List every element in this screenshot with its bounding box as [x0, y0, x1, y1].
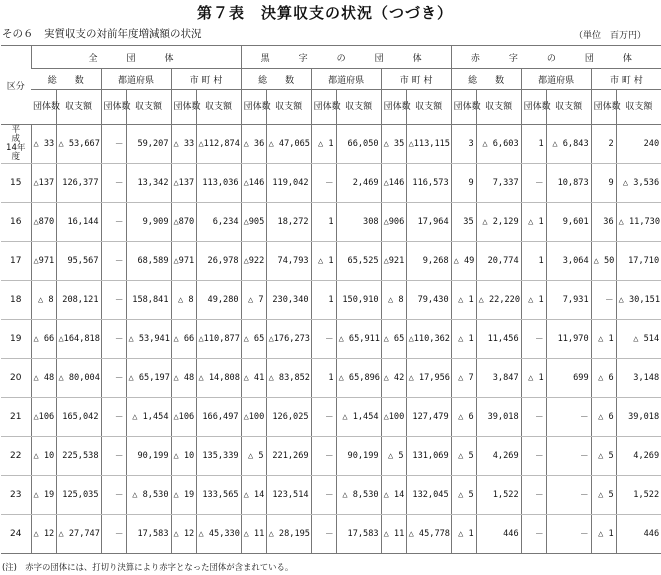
table-row	[1, 398, 661, 437]
cell-count: －	[591, 281, 616, 320]
row-year-label: 平 成 14年度	[1, 125, 31, 164]
cell-amount: －	[546, 398, 591, 437]
cell-count: △106	[31, 398, 56, 437]
cell-count: －	[521, 320, 546, 359]
cell-count: －	[311, 515, 336, 554]
cell-count: △ 35	[381, 125, 406, 164]
cell-amount: △176,273	[266, 320, 311, 359]
row-year-label: 15	[1, 164, 31, 203]
cell-amount: △ 65,911	[336, 320, 381, 359]
cell-count: －	[101, 437, 126, 476]
cell-amount: △164,818	[56, 320, 101, 359]
cell-amount: 116,573	[406, 164, 451, 203]
cell-amount: △ 30,151	[616, 281, 661, 320]
sub-header-prefecture: 都道府県	[521, 69, 591, 90]
table-header	[1, 46, 661, 125]
cell-amount: 20,774	[476, 242, 521, 281]
col-header-count: 団体数	[521, 90, 546, 125]
table-row	[1, 437, 661, 476]
cell-amount: △ 80,004	[56, 359, 101, 398]
settlement-balance-table	[1, 45, 661, 554]
cell-amount: 95,567	[56, 242, 101, 281]
cell-amount: 3,847	[476, 359, 521, 398]
sub-header-municipality: 市 町 村	[591, 69, 661, 90]
cell-count: △ 66	[171, 320, 196, 359]
cell-count: △146	[381, 164, 406, 203]
cell-count: △137	[31, 164, 56, 203]
cell-amount: 66,050	[336, 125, 381, 164]
cell-amount: 6,234	[196, 203, 241, 242]
cell-amount: 446	[476, 515, 521, 554]
cell-amount: 166,497	[196, 398, 241, 437]
row-year-label: 17	[1, 242, 31, 281]
cell-count: －	[101, 242, 126, 281]
cell-amount: 225,538	[56, 437, 101, 476]
cell-amount: △ 17,956	[406, 359, 451, 398]
cell-count: －	[101, 515, 126, 554]
cell-count: －	[521, 164, 546, 203]
cell-count: 3	[451, 125, 476, 164]
cell-count: △ 1	[311, 242, 336, 281]
cell-count: △146	[241, 164, 266, 203]
cell-count: △906	[381, 203, 406, 242]
sub-header-prefecture: 都道府県	[311, 69, 381, 90]
col-header-amount: 収支額	[336, 90, 381, 125]
cell-count: 1	[311, 359, 336, 398]
cell-count: △ 1	[311, 125, 336, 164]
cell-amount: 65,525	[336, 242, 381, 281]
cell-count: －	[101, 398, 126, 437]
cell-amount: 39,018	[476, 398, 521, 437]
cell-count: －	[521, 437, 546, 476]
cell-amount: △ 65,896	[336, 359, 381, 398]
cell-count: △ 1	[591, 515, 616, 554]
cell-count: △ 10	[171, 437, 196, 476]
cell-amount: △ 8,530	[126, 476, 171, 515]
cell-count: △ 19	[171, 476, 196, 515]
cell-count: △ 11	[241, 515, 266, 554]
row-year-label: 16	[1, 203, 31, 242]
cell-amount: 16,144	[56, 203, 101, 242]
cell-amount: 9,268	[406, 242, 451, 281]
cell-count: △922	[241, 242, 266, 281]
cell-amount: 133,565	[196, 476, 241, 515]
table-row	[1, 320, 661, 359]
cell-amount: 113,036	[196, 164, 241, 203]
cell-count: △ 65	[241, 320, 266, 359]
cell-amount: 208,121	[56, 281, 101, 320]
cell-count: △ 8	[171, 281, 196, 320]
cell-amount: 126,377	[56, 164, 101, 203]
cell-amount: 49,280	[196, 281, 241, 320]
cell-count: △ 12	[171, 515, 196, 554]
cell-amount: 9,909	[126, 203, 171, 242]
cell-count: △ 49	[451, 242, 476, 281]
cell-amount: 17,583	[336, 515, 381, 554]
page-title: 第７表 決算収支の状況（つづき）	[196, 4, 453, 22]
cell-amount: △ 6,603	[476, 125, 521, 164]
cell-count: △ 7	[241, 281, 266, 320]
cell-count: 9	[451, 164, 476, 203]
cell-amount: 18,272	[266, 203, 311, 242]
row-year-label: 24	[1, 515, 31, 554]
table-row	[1, 281, 661, 320]
cell-amount: 125,035	[56, 476, 101, 515]
cell-amount: 68,589	[126, 242, 171, 281]
cell-count: －	[311, 476, 336, 515]
cell-count: △971	[31, 242, 56, 281]
cell-amount: 59,207	[126, 125, 171, 164]
cell-count: △ 33	[171, 125, 196, 164]
col-header-count: 団体数	[101, 90, 126, 125]
cell-amount: 90,199	[336, 437, 381, 476]
cell-count: △ 6	[591, 398, 616, 437]
cell-count: △ 5	[591, 476, 616, 515]
cell-amount: △ 83,852	[266, 359, 311, 398]
cell-amount: △ 45,330	[196, 515, 241, 554]
col-header-count: 団体数	[171, 90, 196, 125]
cell-amount: 221,269	[266, 437, 311, 476]
cell-count: △870	[31, 203, 56, 242]
cell-count: △ 66	[31, 320, 56, 359]
cell-count: △ 50	[591, 242, 616, 281]
cell-amount: 17,710	[616, 242, 661, 281]
cell-amount: △ 53,941	[126, 320, 171, 359]
cell-amount: 4,269	[616, 437, 661, 476]
row-year-label: 19	[1, 320, 31, 359]
cell-amount: 123,514	[266, 476, 311, 515]
cell-amount: 699	[546, 359, 591, 398]
cell-amount: △ 11,730	[616, 203, 661, 242]
cell-count: △106	[171, 398, 196, 437]
cell-amount: 446	[616, 515, 661, 554]
cell-amount: 26,978	[196, 242, 241, 281]
cell-amount: 165,042	[56, 398, 101, 437]
cell-count: △ 36	[241, 125, 266, 164]
cell-count: 2	[591, 125, 616, 164]
cell-amount: 7,337	[476, 164, 521, 203]
cell-amount: 17,964	[406, 203, 451, 242]
row-year-label: 20	[1, 359, 31, 398]
row-year-label: 21	[1, 398, 31, 437]
cell-count: －	[101, 203, 126, 242]
table-body	[1, 125, 661, 554]
cell-count: －	[101, 359, 126, 398]
cell-count: △ 8	[381, 281, 406, 320]
table-subtitle: その６ 実質収支の対前年度増減額の状況	[2, 28, 202, 40]
cell-count: △ 14	[381, 476, 406, 515]
cell-amount: 132,045	[406, 476, 451, 515]
cell-count: 1	[521, 242, 546, 281]
cell-amount: 240	[616, 125, 661, 164]
cell-count: △137	[171, 164, 196, 203]
cell-amount: △ 2,129	[476, 203, 521, 242]
sub-header-municipality: 市 町 村	[381, 69, 451, 90]
cell-amount: 13,342	[126, 164, 171, 203]
cell-amount: △ 65,197	[126, 359, 171, 398]
cell-amount: △ 14,808	[196, 359, 241, 398]
cell-count: △921	[381, 242, 406, 281]
table-row	[1, 476, 661, 515]
cell-count: △ 5	[591, 437, 616, 476]
cell-amount: 135,339	[196, 437, 241, 476]
cell-count: 9	[591, 164, 616, 203]
row-year-label: 23	[1, 476, 31, 515]
cell-count: △ 7	[451, 359, 476, 398]
cell-count: △ 42	[381, 359, 406, 398]
row-year-label: 18	[1, 281, 31, 320]
cell-count: △ 6	[451, 398, 476, 437]
cell-count: △ 6	[591, 359, 616, 398]
cell-amount: 90,199	[126, 437, 171, 476]
cell-amount: 74,793	[266, 242, 311, 281]
footnote: (注) 赤字の団体には、打切り決算により赤字となった団体が含まれている。	[2, 562, 294, 572]
cell-amount: 2,469	[336, 164, 381, 203]
cell-amount: 230,340	[266, 281, 311, 320]
cell-count: △870	[171, 203, 196, 242]
cell-amount: △ 6,843	[546, 125, 591, 164]
cell-amount: △110,362	[406, 320, 451, 359]
cell-count: △905	[241, 203, 266, 242]
cell-amount: 1,522	[476, 476, 521, 515]
cell-count: △ 41	[241, 359, 266, 398]
cell-count: △ 10	[31, 437, 56, 476]
cell-count: －	[521, 398, 546, 437]
group-header-surplus: 黒 字 の 団 体	[241, 46, 451, 69]
cell-count: △ 48	[171, 359, 196, 398]
cell-amount: －	[546, 515, 591, 554]
cell-count: △971	[171, 242, 196, 281]
table-row	[1, 359, 661, 398]
cell-count: △ 1	[451, 281, 476, 320]
sub-header-total: 総 数	[31, 69, 101, 90]
cell-count: 36	[591, 203, 616, 242]
cell-count: △ 8	[31, 281, 56, 320]
cell-amount: △112,874	[196, 125, 241, 164]
cell-count: △ 48	[31, 359, 56, 398]
cell-count: △100	[241, 398, 266, 437]
cell-amount: △ 8,530	[336, 476, 381, 515]
cell-amount: －	[546, 437, 591, 476]
cell-count: △ 33	[31, 125, 56, 164]
cell-count: 1	[311, 281, 336, 320]
unit-label: （単位 百万円）	[573, 31, 646, 41]
cell-count: 1	[521, 125, 546, 164]
cell-amount: △ 1,454	[126, 398, 171, 437]
cell-count: －	[101, 476, 126, 515]
table-row	[1, 125, 661, 164]
col-header-amount: 収支額	[196, 90, 241, 125]
cell-amount: 17,583	[126, 515, 171, 554]
cell-amount: 1,522	[616, 476, 661, 515]
cell-count: △ 14	[241, 476, 266, 515]
cell-count: △ 1	[451, 320, 476, 359]
group-header-all: 全 団 体	[31, 46, 241, 69]
cell-count: －	[521, 476, 546, 515]
cell-amount: △ 22,220	[476, 281, 521, 320]
cell-amount: 9,601	[546, 203, 591, 242]
col-header-count: 団体数	[311, 90, 336, 125]
col-header-amount: 収支額	[476, 90, 521, 125]
cell-amount: △ 3,536	[616, 164, 661, 203]
cell-count: 1	[311, 203, 336, 242]
cell-amount: △110,877	[196, 320, 241, 359]
col-header-amount: 収支額	[266, 90, 311, 125]
cell-count: △ 1	[451, 515, 476, 554]
cell-count: △ 65	[381, 320, 406, 359]
cell-count: △ 1	[521, 281, 546, 320]
cell-count: －	[101, 125, 126, 164]
sub-header-prefecture: 都道府県	[101, 69, 171, 90]
cell-count: △ 12	[31, 515, 56, 554]
table-row	[1, 515, 661, 554]
cell-amount: △ 45,778	[406, 515, 451, 554]
cell-amount: 4,269	[476, 437, 521, 476]
cell-amount: △ 1,454	[336, 398, 381, 437]
cell-count: △ 1	[521, 203, 546, 242]
col-header-count: 団体数	[241, 90, 266, 125]
table-row	[1, 242, 661, 281]
col-header-count: 団体数	[591, 90, 616, 125]
col-header-amount: 収支額	[126, 90, 171, 125]
sub-header-total: 総 数	[451, 69, 521, 90]
cell-amount: 10,873	[546, 164, 591, 203]
cell-amount: 119,042	[266, 164, 311, 203]
sub-header-total: 総 数	[241, 69, 311, 90]
cell-amount: 3,148	[616, 359, 661, 398]
cell-count: △ 1	[591, 320, 616, 359]
cell-count: －	[311, 320, 336, 359]
cell-count: －	[101, 281, 126, 320]
cell-amount: △ 47,065	[266, 125, 311, 164]
cell-count: 35	[451, 203, 476, 242]
cell-amount: 127,479	[406, 398, 451, 437]
cell-count: △ 19	[31, 476, 56, 515]
col-header-count: 団体数	[451, 90, 476, 125]
row-year-label: 22	[1, 437, 31, 476]
cell-amount: 158,841	[126, 281, 171, 320]
cell-amount: △ 27,747	[56, 515, 101, 554]
col-header-count: 団体数	[31, 90, 56, 125]
cell-count: －	[311, 437, 336, 476]
cell-count: －	[101, 164, 126, 203]
col-header-amount: 収支額	[56, 90, 101, 125]
cell-amount: 150,910	[336, 281, 381, 320]
cell-count: △ 11	[381, 515, 406, 554]
col-header-amount: 収支額	[616, 90, 661, 125]
cell-amount: 131,069	[406, 437, 451, 476]
cell-count: －	[311, 164, 336, 203]
cell-count: －	[521, 515, 546, 554]
cell-count: △ 5	[451, 476, 476, 515]
cell-amount: △ 28,195	[266, 515, 311, 554]
table-row	[1, 164, 661, 203]
cell-count: △ 5	[381, 437, 406, 476]
cell-count: △ 5	[451, 437, 476, 476]
cell-amount: 11,456	[476, 320, 521, 359]
col-header-amount: 収支額	[406, 90, 451, 125]
cell-count: △100	[381, 398, 406, 437]
table-row	[1, 203, 661, 242]
kubun-header: 区分	[1, 46, 31, 125]
cell-amount: 79,430	[406, 281, 451, 320]
cell-amount: △ 53,667	[56, 125, 101, 164]
cell-amount: －	[546, 476, 591, 515]
cell-amount: △ 514	[616, 320, 661, 359]
cell-amount: 11,970	[546, 320, 591, 359]
cell-amount: 39,018	[616, 398, 661, 437]
cell-amount: △113,115	[406, 125, 451, 164]
col-header-amount: 収支額	[546, 90, 591, 125]
sub-header-municipality: 市 町 村	[171, 69, 241, 90]
col-header-count: 団体数	[381, 90, 406, 125]
group-header-deficit: 赤 字 の 団 体	[451, 46, 661, 69]
cell-count: △ 1	[521, 359, 546, 398]
cell-amount: 3,064	[546, 242, 591, 281]
cell-amount: 7,931	[546, 281, 591, 320]
cell-amount: 126,025	[266, 398, 311, 437]
cell-count: －	[101, 320, 126, 359]
cell-count: △ 5	[241, 437, 266, 476]
cell-count: －	[311, 398, 336, 437]
cell-amount: 308	[336, 203, 381, 242]
